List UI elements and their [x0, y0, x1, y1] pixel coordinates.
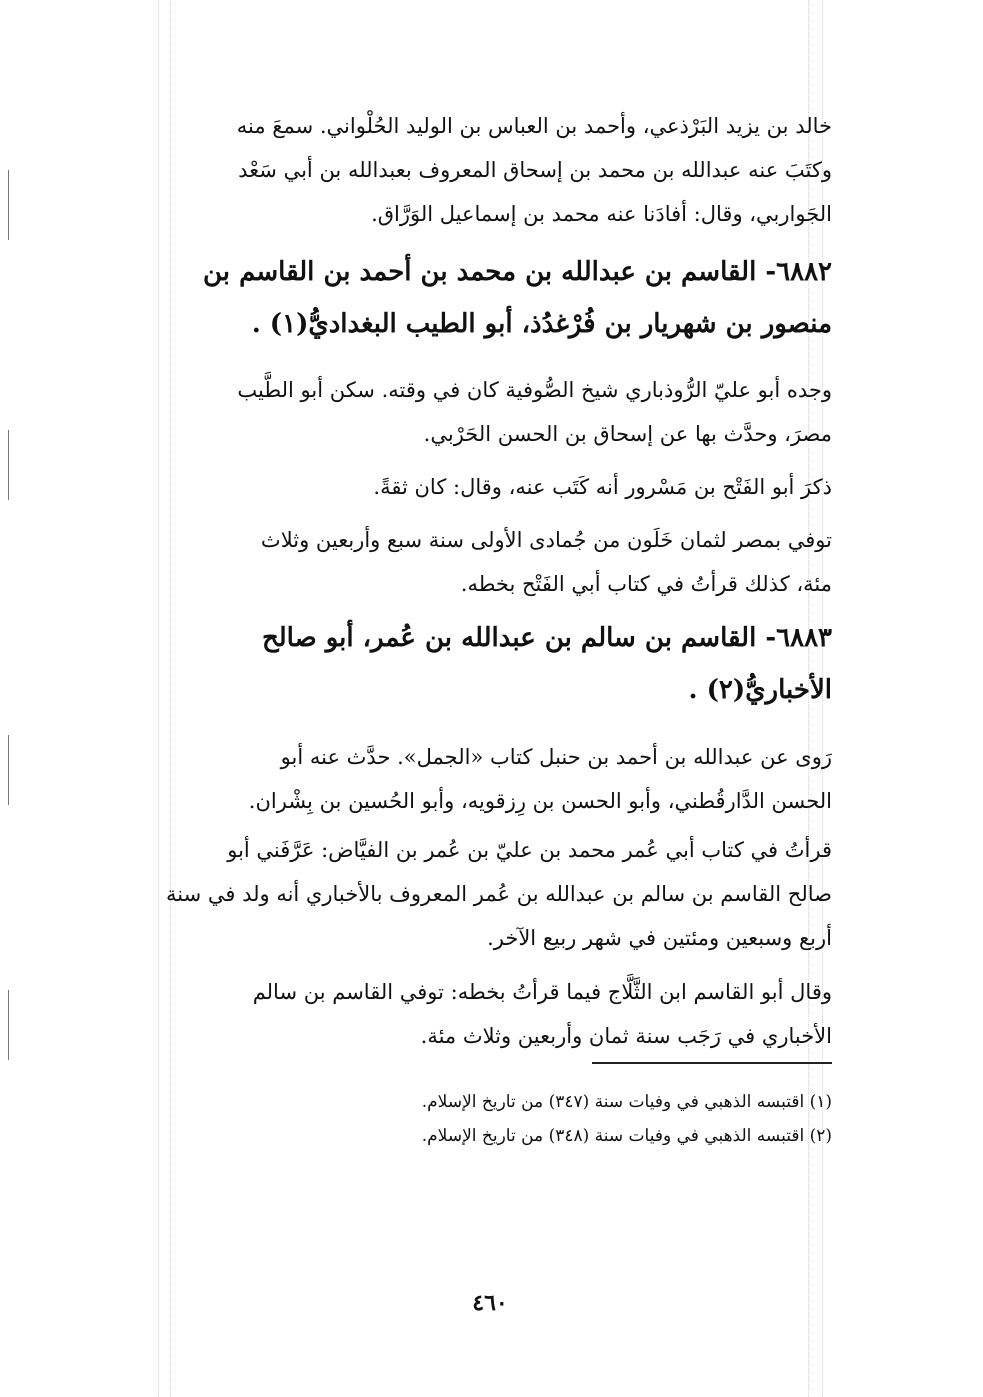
text-line: وجده أبو عليّ الرُّوذباري شيخ الصُّوفية كان في وقته. سكن أبو الطَّيب — [237, 378, 832, 402]
entry-heading-6883 — [112, 612, 832, 716]
text-line: توفي بمصر لثمان خَلَون من جُمادى الأولى سنة سبع وأربعين وثلاث — [260, 528, 832, 552]
heading-line: الأخباريُّ(٢) . — [688, 675, 832, 705]
paragraph-1 — [112, 104, 832, 236]
heading-line: ٦٨٨٣- القاسم بن سالم بن عبدالله بن عُمر، أبو صالح — [261, 623, 832, 653]
paragraph-6 — [112, 828, 832, 960]
text-line: مئة، كذلك قرأتُ في كتاب أبي الفَتْح بخطه. — [460, 572, 832, 596]
text-line: قرأتُ في كتاب أبي عُمر محمد بن عليّ بن عُمر بن الفيَّاض: عَرَّفَني أبو — [227, 838, 832, 862]
paragraph-7 — [112, 970, 832, 1058]
paragraph-2 — [112, 368, 832, 456]
margin-mark — [8, 170, 9, 240]
text-line: أربع وسبعين ومئتين في شهر ربيع الآخر. — [487, 926, 832, 950]
text-line: صالح القاسم بن سالم بن عبدالله بن عُمر المعروف بالأخباري أنه ولد في سنة — [166, 882, 832, 906]
text-line: وكتَبَ عنه عبدالله بن محمد بن إسحاق المعروف بعبدالله بن أبي سَعْد — [238, 158, 832, 182]
paragraph-3 — [112, 465, 832, 509]
text-line: ذكرَ أبو الفَتْح بن مَسْرور أنه كَتَب عنه، وقال: كان ثقةً. — [373, 475, 832, 499]
heading-line: منصور بن شهريار بن فُرْغدُذ، أبو الطيب البغداديُّ(١) . — [251, 309, 832, 339]
footnote-separator — [592, 1062, 832, 1064]
paragraph-4 — [112, 518, 832, 606]
text-line: خالد بن يزيد البَرْذعي، وأحمد بن العباس بن الوليد الحُلْواني. سمعَ منه — [236, 114, 832, 138]
page-number: ٤٦٠ — [472, 1290, 508, 1316]
footnote-1: (١) اقتبسه الذهبي في وفيات سنة (٣٤٧) من تاريخ الإسلام. — [421, 1092, 832, 1112]
text-line: وقال أبو القاسم ابن الثَّلَّاج فيما قرأتُ بخطه: توفي القاسم بن سالم — [252, 980, 832, 1004]
paragraph-5 — [112, 735, 832, 823]
text-line: الحسن الدَّارقُطني، وأبو الحسن بن رِزقويه، وأبو الحُسين بن بِشْران. — [248, 789, 832, 813]
margin-mark — [8, 990, 9, 1060]
text-line: مصرَ، وحدَّث بها عن إسحاق بن الحسن الحَرْبي. — [423, 422, 832, 446]
text-line: الأخباري في رَجَب سنة ثمان وأربعين وثلاث مئة. — [420, 1024, 832, 1048]
footnote-2: (٢) اقتبسه الذهبي في وفيات سنة (٣٤٨) من تاريخ الإسلام. — [421, 1126, 832, 1146]
entry-heading-6882 — [112, 246, 832, 350]
text-line: رَوى عن عبدالله بن أحمد بن حنبل كتاب «الجمل». حدَّث عنه أبو — [280, 745, 832, 769]
margin-mark — [8, 735, 9, 805]
heading-line: ٦٨٨٢- القاسم بن عبدالله بن محمد بن أحمد بن القاسم بن — [203, 257, 832, 287]
text-line: الجَواربي، وقال: أفادَنا عنه محمد بن إسماعيل الوَرَّاق. — [371, 202, 832, 226]
margin-mark — [8, 430, 9, 500]
